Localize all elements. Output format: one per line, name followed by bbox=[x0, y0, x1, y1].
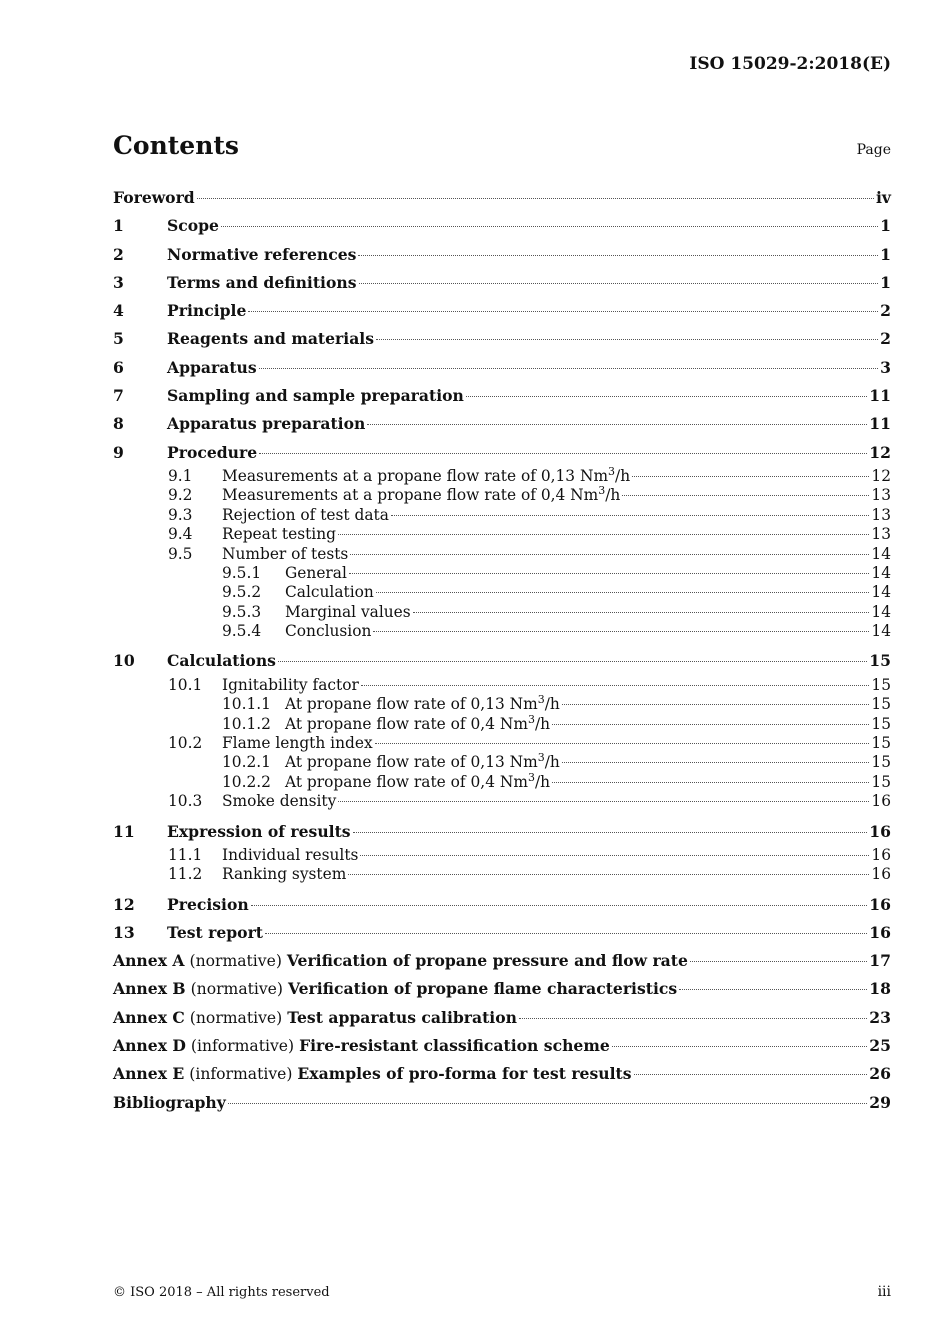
toc-entry-page: 11 bbox=[869, 386, 891, 406]
toc-entry-page: 23 bbox=[869, 1007, 891, 1027]
toc-entry-title: Terms and definitions bbox=[167, 272, 357, 292]
toc-entry-page: 16 bbox=[869, 894, 891, 914]
toc-entry[interactable] bbox=[113, 1060, 891, 1088]
toc-entry[interactable] bbox=[113, 506, 891, 525]
toc-entry[interactable] bbox=[113, 1089, 891, 1117]
toc-entry-title: Number of tests bbox=[222, 544, 349, 563]
toc-entry-page: 3 bbox=[880, 357, 891, 377]
toc-entry-page: 15 bbox=[871, 695, 891, 714]
toc-entry[interactable] bbox=[113, 753, 891, 772]
toc-entry-number: 2 bbox=[113, 244, 124, 264]
toc-entry-title: Verification of propane pressure and flow rate bbox=[286, 951, 688, 971]
toc-entry-title: Measurements at a propane flow rate of 0,13 Nm$^3$/h bbox=[222, 464, 631, 485]
toc-annex-kind: (informative) bbox=[185, 1037, 300, 1056]
toc-entry[interactable] bbox=[113, 695, 891, 714]
toc-entry-number: 12 bbox=[113, 894, 135, 914]
toc-entry-page: 15 bbox=[871, 753, 891, 772]
toc-dot-leader bbox=[391, 515, 870, 516]
toc-dot-leader bbox=[679, 989, 867, 990]
toc-annex-label: Annex C bbox=[113, 1007, 185, 1027]
toc-dot-leader bbox=[348, 874, 869, 875]
toc-entry[interactable] bbox=[113, 734, 891, 753]
toc-entry[interactable] bbox=[113, 486, 891, 505]
toc-entry-number: 10 bbox=[113, 651, 135, 671]
toc-dot-leader bbox=[265, 933, 867, 934]
toc-entry[interactable] bbox=[113, 975, 891, 1003]
toc-entry-title: Sampling and sample preparation bbox=[167, 386, 464, 406]
toc-entry-page: iv bbox=[876, 188, 891, 207]
toc-entry[interactable] bbox=[113, 622, 891, 641]
toc-entry-title: Measurements at a propane flow rate of 0,4 Nm$^3$/h bbox=[222, 484, 621, 505]
toc-dot-leader bbox=[632, 476, 869, 477]
toc-dot-leader bbox=[413, 612, 870, 613]
toc-entry-page: 1 bbox=[880, 272, 891, 292]
toc-entry-title: Flame length index bbox=[222, 733, 373, 752]
toc-entry-page: 25 bbox=[869, 1036, 891, 1056]
toc-list bbox=[113, 184, 891, 1117]
toc-entry-page: 14 bbox=[871, 583, 891, 602]
toc-entry[interactable] bbox=[113, 919, 891, 947]
toc-dot-leader bbox=[373, 631, 869, 632]
toc-entry[interactable] bbox=[113, 564, 891, 583]
toc-entry[interactable] bbox=[113, 545, 891, 564]
toc-entry-title: Expression of results bbox=[167, 821, 351, 841]
toc-entry-number: 10.1.2 bbox=[222, 714, 271, 733]
toc-entry[interactable] bbox=[113, 770, 891, 792]
toc-entry-number: 10.1 bbox=[168, 675, 203, 694]
toc-entry-title: At propane flow rate of 0,13 Nm$^3$/h bbox=[285, 693, 560, 714]
toc-entry[interactable] bbox=[113, 525, 891, 544]
toc-entry-page: 16 bbox=[871, 792, 891, 811]
toc-entry-title: Ignitability factor bbox=[222, 675, 359, 694]
toc-dot-leader bbox=[248, 311, 878, 312]
toc-entry-page: 15 bbox=[871, 675, 891, 694]
toc-entry[interactable] bbox=[113, 212, 891, 240]
toc-entry[interactable] bbox=[113, 464, 891, 486]
toc-entry-title: Normative references bbox=[167, 244, 357, 264]
toc-entry-page: 13 bbox=[871, 505, 891, 524]
toc-dot-leader bbox=[690, 961, 867, 962]
toc-entry-number: 11 bbox=[113, 821, 135, 841]
toc-entry-number: 9.5.1 bbox=[222, 563, 262, 582]
toc-entry-page: 1 bbox=[880, 244, 891, 264]
toc-entry[interactable] bbox=[113, 410, 891, 438]
toc-entry-page: 12 bbox=[869, 442, 891, 462]
toc-dot-leader bbox=[338, 801, 869, 802]
toc-entry-title: Precision bbox=[167, 894, 249, 914]
toc-entry[interactable] bbox=[113, 818, 891, 846]
toc-annex-kind: (normative) bbox=[185, 980, 288, 999]
toc-dot-leader bbox=[259, 453, 867, 454]
toc-entry-title: Calculations bbox=[167, 651, 276, 671]
toc-dot-leader bbox=[376, 592, 870, 593]
toc-entry-title: Reagents and materials bbox=[167, 329, 375, 349]
toc-entry-number: 4 bbox=[113, 301, 124, 321]
toc-entry-page: 15 bbox=[869, 651, 891, 671]
toc-entry-number: 9 bbox=[113, 442, 124, 462]
toc-annex-kind: (normative) bbox=[184, 952, 287, 971]
toc-annex-kind: (normative) bbox=[184, 1008, 288, 1027]
toc-entry[interactable] bbox=[113, 297, 891, 325]
toc-dot-leader bbox=[359, 283, 879, 284]
toc-dot-leader bbox=[622, 495, 869, 496]
toc-entry-page: 14 bbox=[871, 544, 891, 563]
toc-dot-leader bbox=[376, 339, 878, 340]
toc-entry-title: Verification of propane flame characteristics bbox=[287, 979, 678, 999]
toc-entry-number: 10.2 bbox=[168, 733, 203, 752]
toc-dot-leader bbox=[353, 832, 868, 833]
toc-dot-leader bbox=[349, 573, 870, 574]
toc-annex-label: Annex A bbox=[113, 951, 185, 971]
toc-entry-title: Marginal values bbox=[285, 602, 411, 621]
toc-entry-title: At propane flow rate of 0,13 Nm$^3$/h bbox=[285, 751, 560, 772]
toc-entry-number: 9.4 bbox=[168, 525, 193, 544]
toc-annex-label: Annex B bbox=[113, 979, 186, 999]
toc-dot-leader bbox=[466, 396, 867, 397]
toc-entry-page: 29 bbox=[869, 1092, 891, 1112]
toc-dot-leader bbox=[562, 762, 870, 763]
toc-dot-leader bbox=[562, 704, 870, 705]
toc-dot-leader bbox=[375, 743, 870, 744]
toc-dot-leader bbox=[358, 255, 878, 256]
toc-entry-title: Apparatus bbox=[167, 357, 257, 377]
toc-dot-leader bbox=[519, 1018, 867, 1019]
toc-entry[interactable] bbox=[113, 583, 891, 602]
toc-entry-title: Foreword bbox=[113, 188, 195, 207]
toc-entry[interactable] bbox=[113, 354, 891, 382]
toc-entry-number: 11.2 bbox=[168, 865, 203, 884]
toc-entry-number: 9.1 bbox=[168, 466, 193, 485]
toc-dot-leader bbox=[228, 1103, 868, 1104]
footer-copyright: © ISO 2018 – All rights reserved bbox=[113, 1285, 330, 1300]
toc-entry-title: Fire-resistant classification scheme bbox=[299, 1036, 610, 1056]
toc-entry-page: 13 bbox=[871, 525, 891, 544]
toc-entry[interactable] bbox=[113, 647, 891, 675]
toc-entry-title: Rejection of test data bbox=[222, 505, 389, 524]
toc-entry-title: Test report bbox=[167, 922, 264, 942]
toc-entry-number: 9.5.4 bbox=[222, 622, 262, 641]
toc-entry-number: 11.1 bbox=[168, 845, 203, 864]
toc-entry-page: 2 bbox=[880, 329, 891, 349]
toc-entry-page: 2 bbox=[880, 301, 891, 321]
toc-entry[interactable] bbox=[113, 947, 891, 975]
toc-entry-page: 26 bbox=[869, 1064, 891, 1084]
toc-entry-page: 16 bbox=[871, 865, 891, 884]
toc-entry-number: 5 bbox=[113, 329, 124, 349]
toc-entry[interactable] bbox=[113, 241, 891, 269]
toc-dot-leader bbox=[259, 368, 878, 369]
toc-entry-page: 13 bbox=[871, 486, 891, 505]
toc-dot-leader bbox=[360, 855, 869, 856]
toc-annex-kind: (informative) bbox=[184, 1065, 298, 1084]
toc-entry[interactable] bbox=[113, 676, 891, 695]
toc-dot-leader bbox=[221, 226, 878, 227]
toc-entry-page: 18 bbox=[869, 979, 891, 999]
toc-entry-page: 16 bbox=[871, 845, 891, 864]
toc-entry-title: Scope bbox=[167, 216, 219, 236]
toc-entry[interactable] bbox=[113, 846, 891, 865]
toc-dot-leader bbox=[367, 424, 867, 425]
toc-annex-label: Annex D bbox=[113, 1036, 186, 1056]
toc-entry-title: At propane flow rate of 0,4 Nm$^3$/h bbox=[285, 712, 551, 733]
toc-entry-number: 13 bbox=[113, 922, 135, 942]
toc-entry[interactable] bbox=[113, 1032, 891, 1060]
toc-entry[interactable] bbox=[113, 269, 891, 297]
toc-dot-leader bbox=[197, 198, 874, 199]
toc-entry-page: 15 bbox=[871, 733, 891, 752]
toc-entry-page: 17 bbox=[869, 951, 891, 971]
toc-entry[interactable] bbox=[113, 325, 891, 353]
toc-entry-number: 10.2.1 bbox=[222, 753, 271, 772]
toc-entry[interactable] bbox=[113, 603, 891, 622]
toc-dot-leader bbox=[278, 661, 867, 662]
toc-entry-number: 9.5 bbox=[168, 544, 193, 563]
toc-entry[interactable] bbox=[113, 865, 891, 884]
toc-entry-page: 14 bbox=[871, 622, 891, 641]
toc-entry[interactable] bbox=[113, 712, 891, 734]
toc-entry-title: Test apparatus calibration bbox=[287, 1007, 517, 1027]
toc-entry[interactable] bbox=[113, 792, 891, 811]
toc-dot-leader bbox=[612, 1046, 868, 1047]
toc-annex-label: Annex E bbox=[113, 1064, 185, 1084]
toc-entry-number: 7 bbox=[113, 386, 124, 406]
toc-entry-page: 15 bbox=[871, 772, 891, 791]
toc-entry-page: 12 bbox=[871, 466, 891, 485]
toc-entry-number: 9.5.2 bbox=[222, 583, 262, 602]
toc-entry-page: 15 bbox=[871, 714, 891, 733]
toc-entry-page: 16 bbox=[869, 821, 891, 841]
toc-entry-number: 9.2 bbox=[168, 486, 193, 505]
toc-entry-number: 10.3 bbox=[168, 792, 203, 811]
toc-dot-leader bbox=[251, 905, 868, 906]
toc-dot-leader bbox=[350, 554, 869, 555]
toc-entry-title: At propane flow rate of 0,4 Nm$^3$/h bbox=[285, 770, 551, 791]
toc-entry-title: Individual results bbox=[222, 845, 359, 864]
toc-entry-title: Apparatus preparation bbox=[167, 414, 366, 434]
toc-entry-title: Repeat testing bbox=[222, 525, 336, 544]
toc-entry-number: 3 bbox=[113, 272, 124, 292]
toc-entry-page: 11 bbox=[869, 414, 891, 434]
contents-title: Contents bbox=[113, 131, 240, 160]
footer-page-number: iii bbox=[877, 1284, 891, 1300]
toc-entry-number: 10.1.1 bbox=[222, 695, 271, 714]
toc-entry-title: Examples of pro-forma for test results bbox=[297, 1064, 632, 1084]
toc-entry-page: 14 bbox=[871, 563, 891, 582]
toc-entry-title: Calculation bbox=[285, 583, 374, 602]
header-doc-code: ISO 15029-2:2018(E) bbox=[689, 54, 891, 74]
toc-entry-page: 14 bbox=[871, 602, 891, 621]
toc-dot-leader bbox=[338, 534, 869, 535]
toc-dot-leader bbox=[634, 1074, 868, 1075]
toc-dot-leader bbox=[552, 724, 869, 725]
toc-entry[interactable] bbox=[113, 382, 891, 410]
toc-entry-page: 16 bbox=[869, 922, 891, 942]
toc-entry-title: Principle bbox=[167, 301, 247, 321]
toc-entry-number: 9.3 bbox=[168, 505, 193, 524]
toc-dot-leader bbox=[361, 685, 870, 686]
toc-entry-title: General bbox=[285, 563, 347, 582]
page-column-label: Page bbox=[856, 142, 891, 158]
toc-entry[interactable] bbox=[113, 891, 891, 919]
toc-entry-number: 6 bbox=[113, 357, 124, 377]
toc-entry-number: 9.5.3 bbox=[222, 602, 262, 621]
toc-dot-leader bbox=[552, 782, 869, 783]
toc-entry-title: Ranking system bbox=[222, 865, 347, 884]
toc-entry[interactable] bbox=[113, 184, 891, 212]
toc-entry-title: Bibliography bbox=[113, 1092, 226, 1112]
toc-entry-title: Procedure bbox=[167, 442, 258, 462]
toc-entry[interactable] bbox=[113, 1004, 891, 1032]
toc-entry-number: 1 bbox=[113, 216, 124, 236]
toc-entry-number: 8 bbox=[113, 414, 124, 434]
toc-entry-title: Smoke density bbox=[222, 792, 337, 811]
toc-entry-number: 10.2.2 bbox=[222, 772, 271, 791]
toc-entry-title: Conclusion bbox=[285, 622, 372, 641]
toc-entry[interactable] bbox=[113, 439, 891, 467]
toc-entry-page: 1 bbox=[880, 216, 891, 236]
